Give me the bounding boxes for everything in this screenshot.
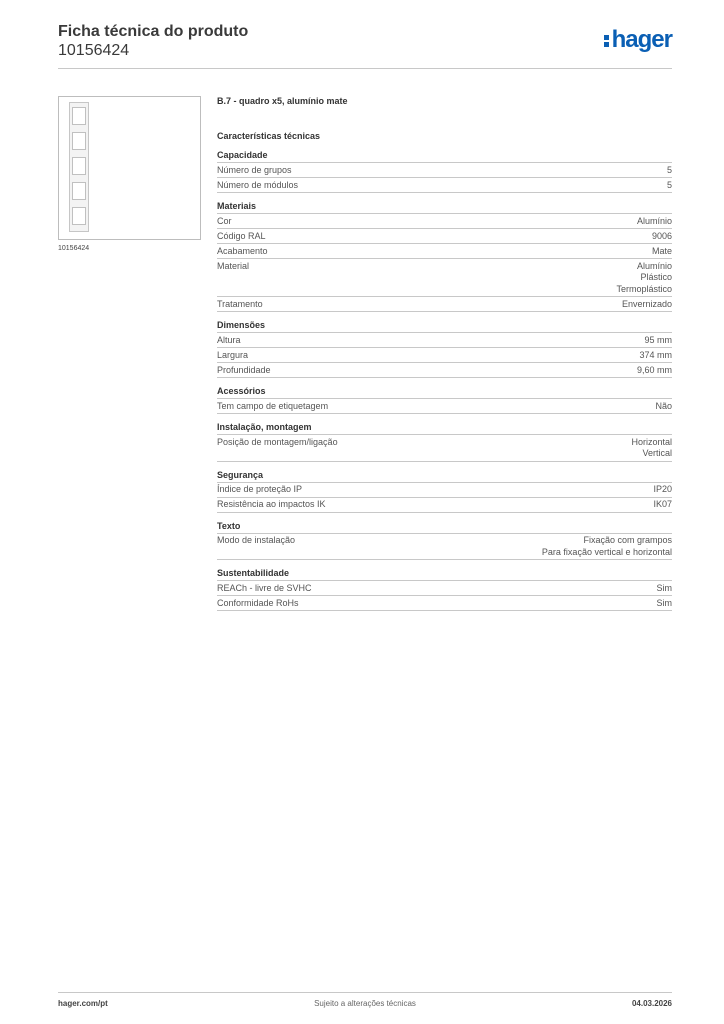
product-name: B.7 - quadro x5, alumínio mate — [217, 96, 348, 106]
spec-value: 5 — [666, 164, 672, 175]
spec-content — [217, 95, 672, 611]
spec-row — [217, 259, 672, 297]
section-title: Instalação, montagem — [217, 422, 672, 435]
hager-logo[interactable] — [604, 26, 672, 54]
spec-row — [217, 244, 672, 259]
spec-label: Conformidade RoHs — [217, 597, 299, 608]
spec-row — [217, 348, 672, 363]
frame-illustration — [69, 102, 89, 232]
spec-value: Alumínio — [636, 215, 672, 226]
logo-text: hager — [611, 26, 672, 53]
spec-value: Sim — [656, 597, 672, 608]
spec-value: Vertical — [642, 448, 672, 458]
spec-values — [622, 299, 672, 311]
spec-values — [631, 437, 672, 460]
spec-value: Para fixação vertical e horizontal — [541, 546, 672, 557]
spec-value: Horizontal — [631, 436, 672, 447]
header-divider — [58, 68, 672, 69]
spec-label: Resistência ao impactos IK — [217, 499, 326, 509]
footer-website-link[interactable]: hager.com/pt — [58, 999, 108, 1008]
spec-row — [217, 363, 672, 378]
logo-colon-icon — [604, 33, 610, 47]
spec-row — [217, 333, 672, 348]
spec-value: Alumínio — [636, 260, 672, 271]
spec-values — [667, 180, 672, 192]
spec-row — [217, 596, 672, 611]
spec-label: Número de módulos — [217, 179, 299, 190]
page-header — [58, 22, 672, 60]
section-title: Capacidade — [217, 150, 672, 163]
spec-section — [217, 386, 672, 414]
spec-label: Material — [217, 260, 250, 271]
spec-label: Acabamento — [217, 245, 268, 256]
spec-value: IK07 — [653, 499, 672, 509]
spec-value: Termoplástico — [616, 283, 672, 294]
section-title: Sustentabilidade — [217, 568, 672, 581]
spec-values — [653, 484, 672, 496]
footer-divider — [58, 992, 672, 993]
spec-row — [217, 435, 672, 462]
spec-label: REACh - livre de SVHC — [217, 582, 312, 593]
spec-sections — [217, 150, 672, 611]
spec-value: Sim — [656, 582, 672, 593]
spec-value: 95 mm — [644, 334, 672, 345]
image-caption: 10156424 — [58, 245, 90, 252]
spec-values — [655, 401, 672, 413]
characteristics-title: Características técnicas — [217, 131, 321, 141]
section-title: Dimensões — [217, 320, 672, 333]
spec-values — [652, 246, 672, 258]
spec-values — [657, 583, 673, 595]
spec-value: Mate — [651, 245, 672, 256]
spec-section — [217, 568, 672, 611]
spec-label: Posição de montagem/ligação — [217, 436, 338, 447]
spec-label: Índice de proteção IP — [217, 484, 303, 494]
spec-row — [217, 581, 672, 596]
spec-value: Não — [655, 400, 672, 411]
spec-values — [637, 365, 672, 377]
spec-value: 5 — [666, 179, 672, 190]
module-slot — [72, 157, 86, 175]
spec-row — [217, 214, 672, 229]
spec-values — [542, 535, 672, 558]
spec-value: 9006 — [651, 230, 672, 241]
footer-date: 04.03.2026 — [631, 999, 672, 1008]
section-title: Segurança — [217, 470, 672, 483]
spec-section — [217, 521, 672, 561]
spec-section — [217, 422, 672, 462]
spec-row — [217, 399, 672, 414]
spec-row — [217, 297, 672, 312]
spec-value: IP20 — [653, 484, 672, 494]
spec-row — [217, 178, 672, 193]
spec-row — [217, 498, 672, 513]
page-title: Ficha técnica do produto — [58, 23, 249, 40]
spec-section — [217, 320, 672, 378]
spec-value: 9,60 mm — [636, 364, 672, 375]
spec-values — [657, 598, 673, 610]
footer-notice: Sujeito a alterações técnicas — [314, 999, 416, 1008]
spec-values — [644, 335, 672, 347]
spec-label: Cor — [217, 215, 232, 226]
spec-value: Fixação com grampos — [583, 535, 672, 545]
module-slot — [72, 207, 86, 225]
spec-row — [217, 483, 672, 498]
spec-value: Envernizado — [621, 298, 672, 309]
spec-label: Número de grupos — [217, 164, 292, 175]
spec-values — [653, 499, 672, 511]
spec-label: Profundidade — [217, 364, 271, 375]
product-image — [58, 96, 201, 240]
section-title: Texto — [217, 521, 672, 534]
spec-section — [217, 150, 672, 193]
spec-label: Largura — [217, 349, 249, 360]
spec-section — [217, 470, 672, 513]
spec-values — [637, 216, 672, 228]
module-slot — [72, 182, 86, 200]
spec-row — [217, 229, 672, 244]
spec-value: 374 mm — [639, 349, 672, 360]
spec-value: Plástico — [640, 272, 672, 282]
spec-label: Tratamento — [217, 298, 263, 309]
product-code: 10156424 — [58, 42, 130, 59]
section-title: Materiais — [217, 201, 672, 214]
section-title: Acessórios — [217, 386, 672, 399]
spec-values — [652, 231, 672, 243]
spec-values — [667, 165, 672, 177]
spec-label: Tem campo de etiquetagem — [217, 400, 329, 411]
spec-values — [616, 261, 672, 296]
spec-values — [639, 350, 672, 362]
spec-label: Código RAL — [217, 230, 266, 241]
spec-row — [217, 163, 672, 178]
spec-label: Modo de instalação — [217, 535, 296, 545]
spec-section — [217, 201, 672, 312]
module-slot — [72, 132, 86, 150]
spec-row — [217, 534, 672, 561]
spec-label: Altura — [217, 334, 241, 345]
module-slot — [72, 107, 86, 125]
